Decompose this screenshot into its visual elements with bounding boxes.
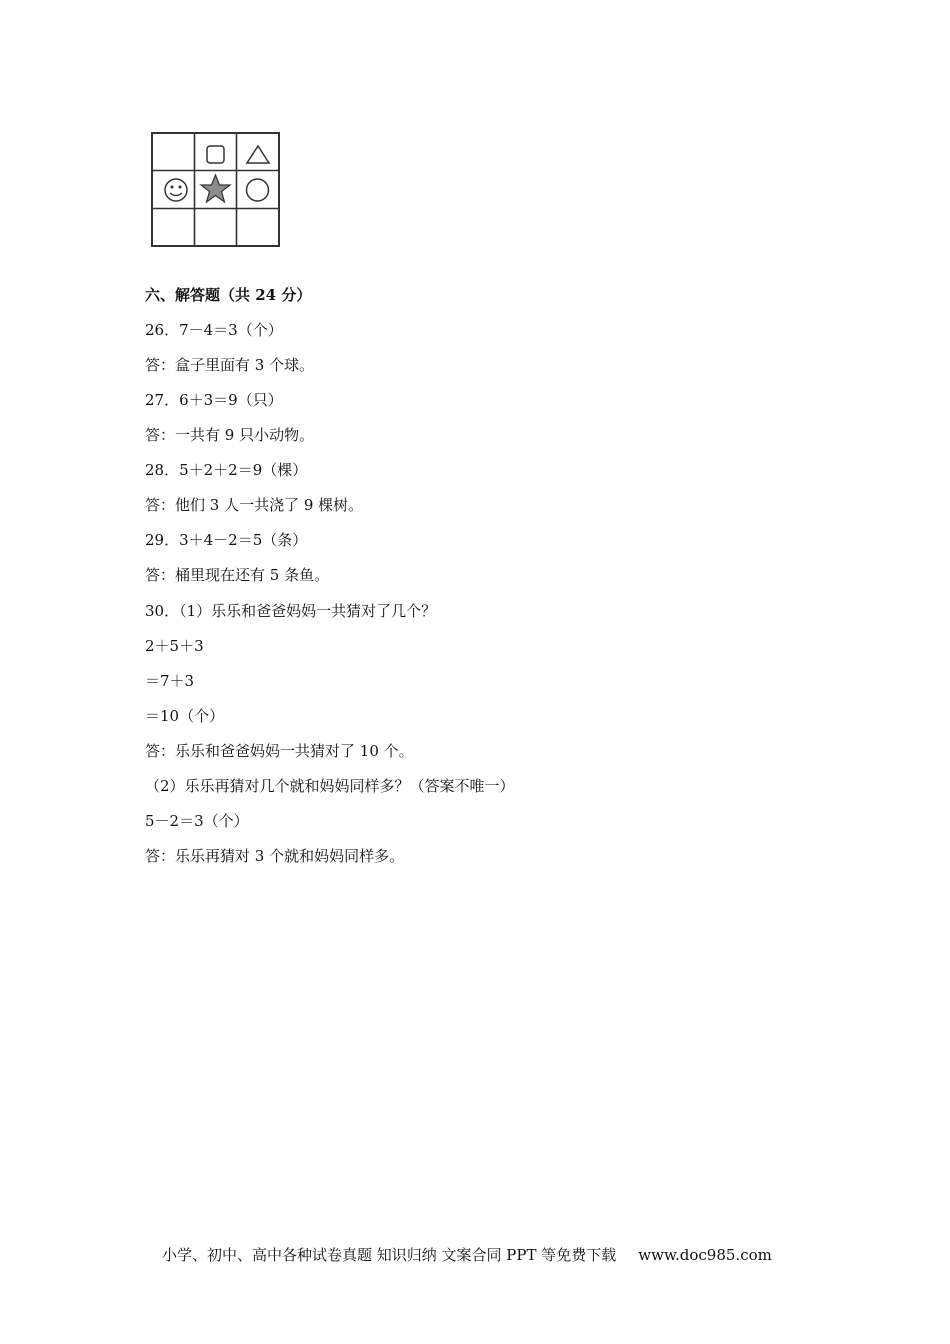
- answer-line: 29．3＋4－2＝5（条）: [145, 531, 308, 549]
- answer-line: 答：盒子里面有 3 个球。: [145, 356, 315, 374]
- answer-line: 答：乐乐和爸爸妈妈一共猜对了 10 个。: [145, 742, 414, 760]
- star-icon: [201, 175, 230, 202]
- answer-line: 5－2＝3（个）: [145, 812, 249, 830]
- answer-line: ＝10（个）: [145, 707, 225, 725]
- footer-site-link[interactable]: www.doc985.com: [638, 1246, 772, 1264]
- answer-line: 答：一共有 9 只小动物。: [145, 426, 315, 444]
- page-footer: [162, 1244, 772, 1266]
- answer-line: 28．5＋2＋2＝9（棵）: [145, 461, 308, 479]
- answer-line: （2）乐乐再猜对几个就和妈妈同样多？（答案不唯一）: [145, 777, 515, 795]
- answer-line: 27．6＋3＝9（只）: [145, 391, 283, 409]
- answer-line: 答：他们 3 人一共浇了 9 棵树。: [145, 496, 364, 514]
- answer-line: 答：桶里现在还有 5 条鱼。: [145, 566, 330, 584]
- smiley-icon: [165, 179, 187, 201]
- shape-grid-svg: [151, 132, 280, 247]
- answer-line: 2＋5＋3: [145, 637, 204, 655]
- answer-line: 30．（1）乐乐和爸爸妈妈一共猜对了几个？: [145, 602, 437, 620]
- footer-text: 小学、初中、高中各种试卷真题 知识归纳 文案合同 PPT 等免费下载: [162, 1246, 617, 1264]
- square-icon: [207, 146, 224, 163]
- answer-line: 答：乐乐再猜对 3 个就和妈妈同样多。: [145, 847, 405, 865]
- section-title: 六、解答题（共 24 分）: [145, 286, 312, 304]
- answer-line: ＝7＋3: [145, 672, 195, 690]
- triangle-icon: [247, 146, 269, 163]
- shape-grid-figure: [151, 132, 280, 247]
- circle-icon: [247, 179, 269, 201]
- answer-line: 26．7－4＝3（个）: [145, 321, 283, 339]
